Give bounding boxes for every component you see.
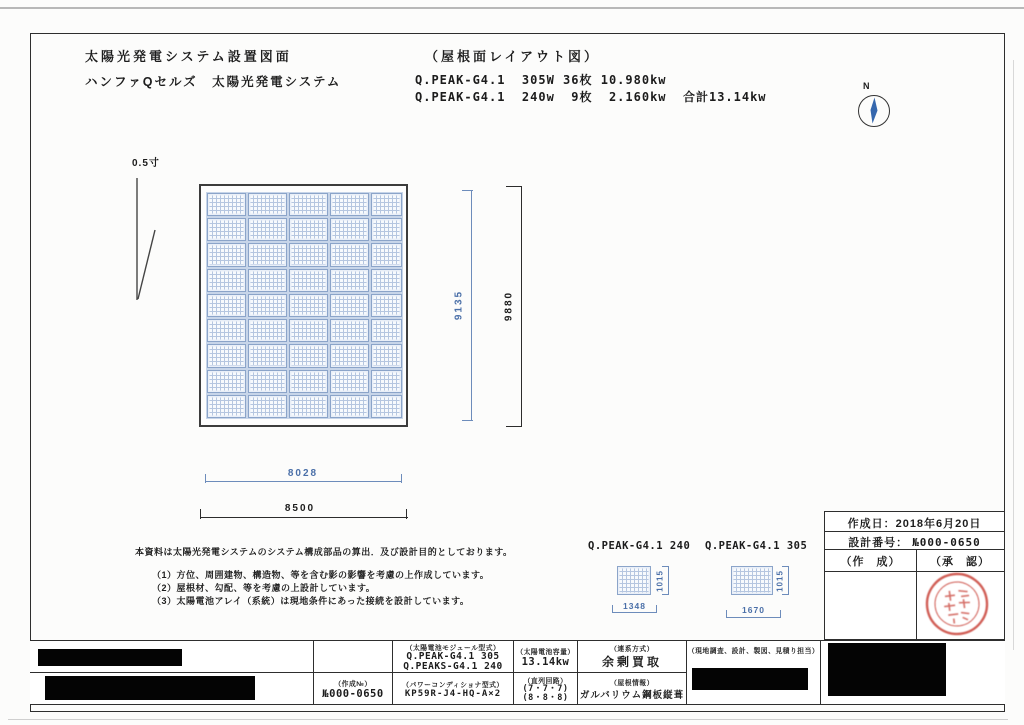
pv-module: [371, 294, 402, 317]
pv-module: [330, 294, 369, 317]
pv-module: [207, 218, 246, 241]
roof-info-label: （屋根情報）: [610, 680, 654, 687]
pv-module: [248, 269, 287, 292]
dim-label-outer-width: 8500: [284, 503, 316, 514]
pv-module: [330, 370, 369, 393]
module-type-value-1: Q.PEAK-G4.1 305: [406, 650, 500, 662]
dim-tick: [662, 566, 669, 567]
scan-edge-top: [0, 7, 1024, 9]
cell-creation-no: [314, 672, 392, 706]
dim-tick: [662, 594, 669, 595]
pv-module: [330, 269, 369, 292]
pv-module: [207, 243, 246, 266]
pv-module: [289, 269, 328, 292]
pv-module: [371, 395, 402, 418]
slope-label: 0.5寸: [132, 158, 160, 169]
cell-module-type: [393, 641, 513, 672]
scan-edge-bottom: [8, 719, 1008, 720]
dim-label-1670: 1670: [742, 605, 765, 615]
pv-module: [330, 218, 369, 241]
pv-module: [248, 344, 287, 367]
compass-icon: [858, 95, 890, 127]
system-name: ハンファQセルズ 太陽光発電システム: [85, 75, 342, 89]
pv-module: [289, 319, 328, 342]
creation-no-value: №000-0650: [322, 688, 384, 700]
pv-module: [207, 395, 246, 418]
cell-interconnection: [578, 641, 686, 672]
cell-inverter: [393, 672, 513, 706]
note-item-2: （2）屋根材、勾配、等を考慮の上設計しています。: [152, 583, 376, 593]
dim-line-1348: [612, 612, 657, 613]
pv-module: [289, 243, 328, 266]
slope-indicator-icon: [130, 172, 170, 307]
series-circuit-value-2: (8・8・8): [522, 693, 569, 703]
dim-tick: [462, 190, 473, 191]
dim-line-9135: [471, 190, 472, 421]
pv-module: [207, 344, 246, 367]
pv-module: [371, 193, 402, 216]
scan-edge-right: [1013, 60, 1014, 650]
pv-module: [289, 193, 328, 216]
pv-module: [207, 370, 246, 393]
redacted-company-name: [38, 649, 182, 666]
dim-tick: [506, 186, 521, 187]
dim-label-outer-height: 9880: [503, 290, 515, 322]
cell-series-circuit: [514, 672, 577, 706]
page-subtitle: （屋根面レイアウト図）: [425, 49, 600, 64]
pv-module: [330, 243, 369, 266]
redacted-project-name: [45, 676, 255, 700]
pv-module: [248, 294, 287, 317]
pv-module: [371, 344, 402, 367]
creation-no-label: （作成№）: [334, 681, 372, 688]
dim-tick: [782, 594, 789, 595]
redacted-surveyor-name: [692, 668, 808, 690]
pv-module: [330, 395, 369, 418]
pv-module: [289, 395, 328, 418]
note-item-3: （3）太陽電池アレイ（系統）は現地条件にあった接続を設計しています。: [152, 596, 470, 606]
surveyor-label: （現地調査、設計、製図、見積り担当）: [687, 648, 820, 655]
interconnection-value: 余剰買取: [601, 655, 662, 669]
pv-module: [289, 218, 328, 241]
module-type-label: （太陽電池モジュール型式）: [405, 644, 501, 652]
pv-module: [248, 218, 287, 241]
pv-module: [371, 370, 402, 393]
design-number: [825, 534, 1004, 550]
approval-header: （承 認）: [930, 556, 990, 568]
panel-array: [206, 192, 403, 419]
created-date-value: 2018年6月20日: [895, 518, 982, 530]
dim-label-1348: 1348: [623, 601, 646, 611]
redacted-right-block: [828, 643, 946, 696]
dim-tick: [506, 426, 521, 427]
interconnection-label: （連系方式）: [610, 646, 654, 653]
dim-tick: [462, 420, 473, 421]
pv-module: [371, 218, 402, 241]
dim-line-1015a: [668, 566, 669, 595]
spec-line-2: Q.PEAK-G4.1 240w 9枚 2.160kw 合計13.14kw: [415, 90, 767, 104]
series-circuit-value-1: (7・7・7): [522, 683, 569, 694]
dim-label-1015a: 1015: [655, 570, 665, 592]
created-date: [825, 515, 1004, 531]
dim-label-inner-width: 8028: [287, 468, 319, 479]
dim-tick: [205, 474, 206, 483]
dim-line-1670: [726, 617, 781, 618]
pv-module: [207, 319, 246, 342]
design-number-value: №000-0650: [912, 536, 981, 549]
pv-module: [371, 243, 402, 266]
pv-module: [371, 269, 402, 292]
series-circuit-label: （直列回路）: [523, 677, 568, 685]
dim-tick: [782, 566, 789, 567]
notes-intro: 本資料は太陽光発電システムのシステム構成部品の算出．及び設計目的としております。: [135, 547, 513, 557]
pv-module: [248, 370, 287, 393]
module-240-panel: [617, 566, 651, 595]
cell-capacity: [514, 641, 577, 672]
page-title: 太陽光発電システム設置図面: [85, 49, 292, 64]
dim-tick: [401, 474, 402, 483]
module-305-label: Q.PEAK-G4.1 305: [705, 540, 808, 552]
pv-module: [289, 344, 328, 367]
dim-tick: [200, 509, 201, 519]
pv-module: [207, 294, 246, 317]
spec-line-1: Q.PEAK-G4.1 305W 36枚 10.980kw: [415, 73, 667, 87]
pv-module: [248, 319, 287, 342]
pv-module: [248, 395, 287, 418]
created-date-label: 作成日：: [847, 518, 896, 530]
capacity-value: 13.14kw: [521, 655, 570, 668]
module-type-value-2: Q.PEAKS-G4.1 240: [403, 660, 503, 672]
dim-line-8500: [200, 517, 408, 518]
pv-module: [289, 294, 328, 317]
pv-module: [330, 319, 369, 342]
pv-module: [248, 193, 287, 216]
inverter-label: （パワーコンディショナ型式）: [402, 682, 504, 689]
dim-label-1015b: 1015: [775, 570, 785, 592]
approval-stamp-icon: [920, 567, 994, 641]
dim-line-1015b: [788, 566, 789, 595]
module-240-label: Q.PEAK-G4.1 240: [588, 540, 691, 552]
pv-module: [207, 269, 246, 292]
compass-north-label: N: [863, 81, 870, 91]
dim-line-9880: [521, 186, 522, 427]
pv-module: [330, 193, 369, 216]
pv-module: [330, 344, 369, 367]
author-header: （作 成）: [840, 556, 901, 568]
pv-module: [289, 370, 328, 393]
capacity-label: （太陽電池容量）: [516, 648, 575, 656]
cell-roof-info: [578, 672, 686, 706]
design-number-label: 設計番号：: [848, 537, 909, 549]
pv-module: [371, 319, 402, 342]
note-item-1: （1）方位、周囲建物、構造物、等を含む影の影響を考慮の上作成しています。: [152, 570, 490, 580]
pv-module: [248, 243, 287, 266]
inverter-value: KP59R-J4-HQ-A×2: [404, 689, 502, 699]
dim-label-inner-height: 9135: [453, 289, 465, 321]
pv-module: [207, 193, 246, 216]
roof-info-value: ガルバリウム鋼板縦葺: [579, 690, 685, 701]
dim-tick: [406, 509, 407, 519]
module-305-panel: [731, 566, 773, 595]
dim-line-8028: [205, 481, 402, 482]
